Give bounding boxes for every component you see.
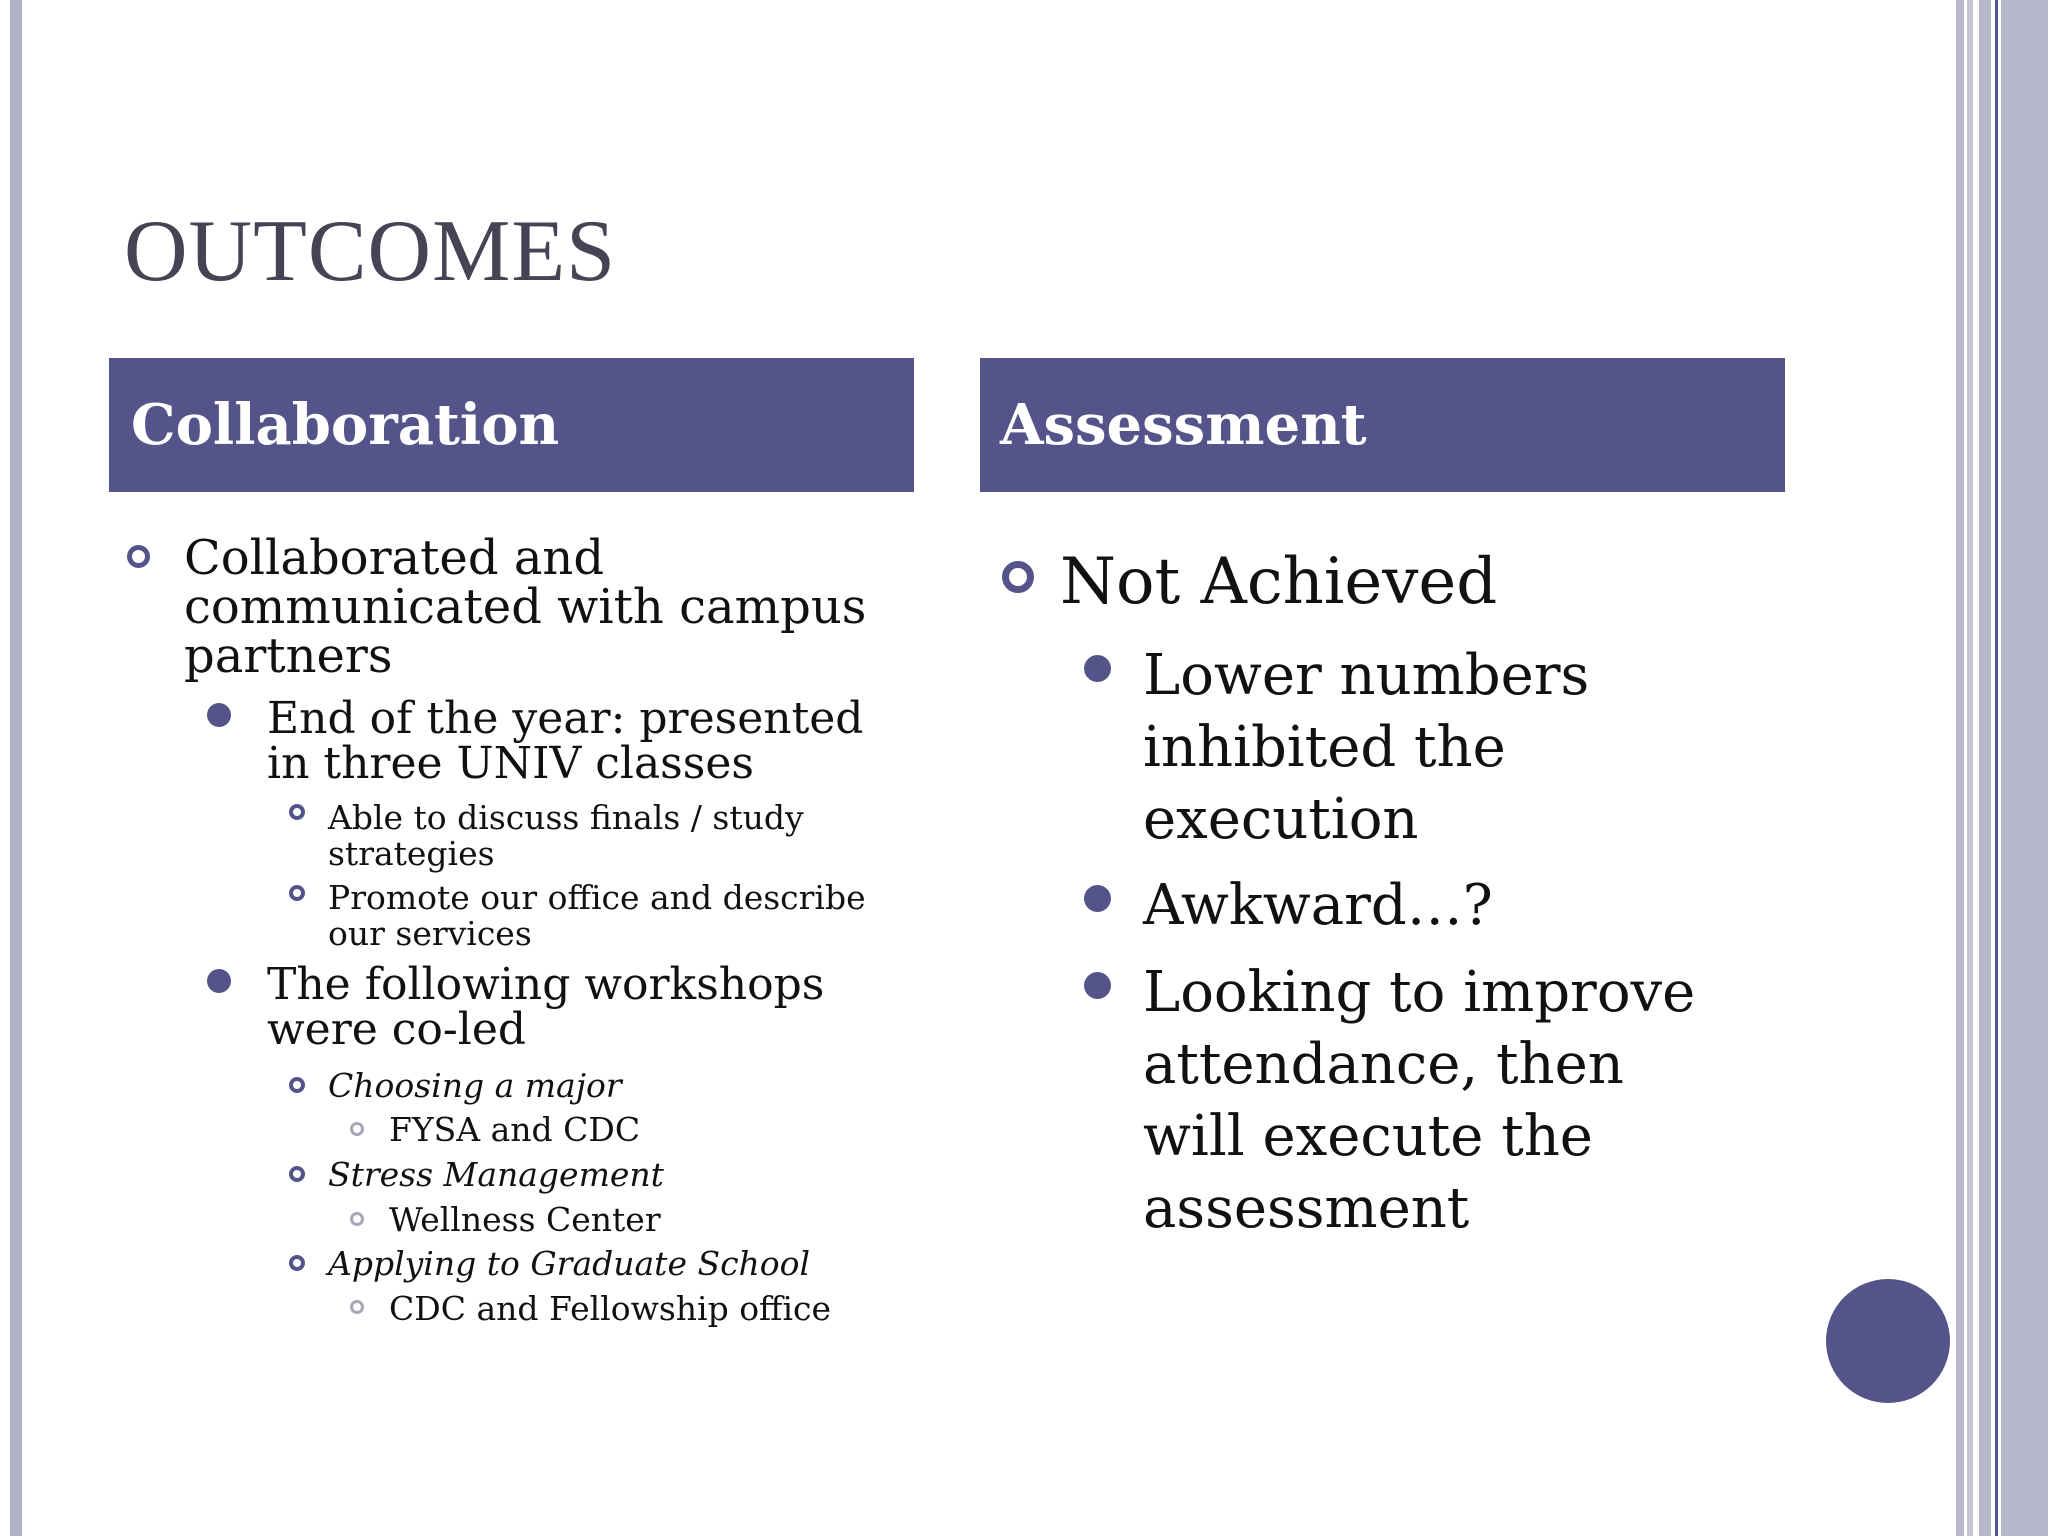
dot-bullet-icon — [207, 969, 231, 993]
dot-bullet-icon — [207, 703, 231, 727]
list-item-text: Looking to improve attendance, then will execute the assessment — [1143, 960, 1696, 1241]
list-item-text: Applying to Graduate School — [328, 1244, 811, 1283]
collaboration-main-point — [184, 530, 884, 684]
workshop-partner — [389, 1291, 889, 1327]
workshop-name — [328, 1157, 888, 1193]
list-item-text: Choosing a major — [328, 1066, 622, 1105]
list-item-text: Collaborated and communicated with campus partners — [184, 530, 867, 684]
list-item-text: Stress Management — [328, 1155, 664, 1194]
presentation-detail — [328, 880, 888, 952]
list-item-text: The following workshops were co-led — [267, 959, 825, 1055]
list-item-text: Wellness Center — [389, 1200, 661, 1239]
workshops-point — [267, 959, 892, 1055]
list-item-text: Awkward…? — [1143, 873, 1493, 938]
right-border-stripe — [2001, 0, 2048, 1536]
list-item-text: FYSA and CDC — [389, 1110, 641, 1149]
right-border-stripe — [1956, 0, 1964, 1536]
list-item-text: Lower numbers inhibited the execution — [1143, 643, 1590, 852]
ring-bullet-icon — [289, 804, 305, 820]
presentation-detail — [328, 800, 888, 872]
ring-bullet-icon — [350, 1300, 364, 1314]
list-item-text: End of the year: presented in three UNIV classes — [267, 693, 864, 789]
ring-bullet-icon — [350, 1212, 364, 1226]
ring-bullet-icon — [289, 1255, 305, 1271]
list-item-text: Promote our office and describe our services — [328, 878, 866, 953]
list-item-text: Able to discuss finals / study strategies — [328, 798, 804, 873]
presentation-point — [267, 693, 892, 789]
slide-title: OUTCOMES — [124, 203, 617, 300]
decorative-circle-icon — [1826, 1279, 1950, 1403]
collaboration-header: Collaboration — [109, 358, 914, 492]
workshop-name — [328, 1246, 888, 1282]
workshop-name — [328, 1068, 888, 1104]
ring-bullet-icon — [289, 1077, 305, 1093]
right-border-stripe — [1979, 0, 1991, 1536]
dot-bullet-icon — [1084, 655, 1111, 682]
ring-bullet-icon — [127, 545, 150, 568]
left-border — [10, 0, 22, 1536]
assessment-point — [1143, 870, 1663, 942]
workshop-partner — [389, 1112, 889, 1148]
ring-bullet-icon — [289, 885, 305, 901]
assessment-point — [1143, 957, 1703, 1245]
list-item-text: Not Achieved — [1060, 545, 1498, 619]
dot-bullet-icon — [1084, 972, 1111, 999]
ring-bullet-icon — [289, 1166, 305, 1182]
assessment-point — [1143, 640, 1663, 856]
assessment-status — [1060, 546, 1620, 618]
ring-bullet-icon — [1002, 561, 1034, 593]
workshop-partner — [389, 1202, 889, 1238]
assessment-header: Assessment — [980, 358, 1785, 492]
list-item-text: CDC and Fellowship office — [389, 1289, 832, 1328]
dot-bullet-icon — [1084, 885, 1111, 912]
ring-bullet-icon — [350, 1122, 364, 1136]
